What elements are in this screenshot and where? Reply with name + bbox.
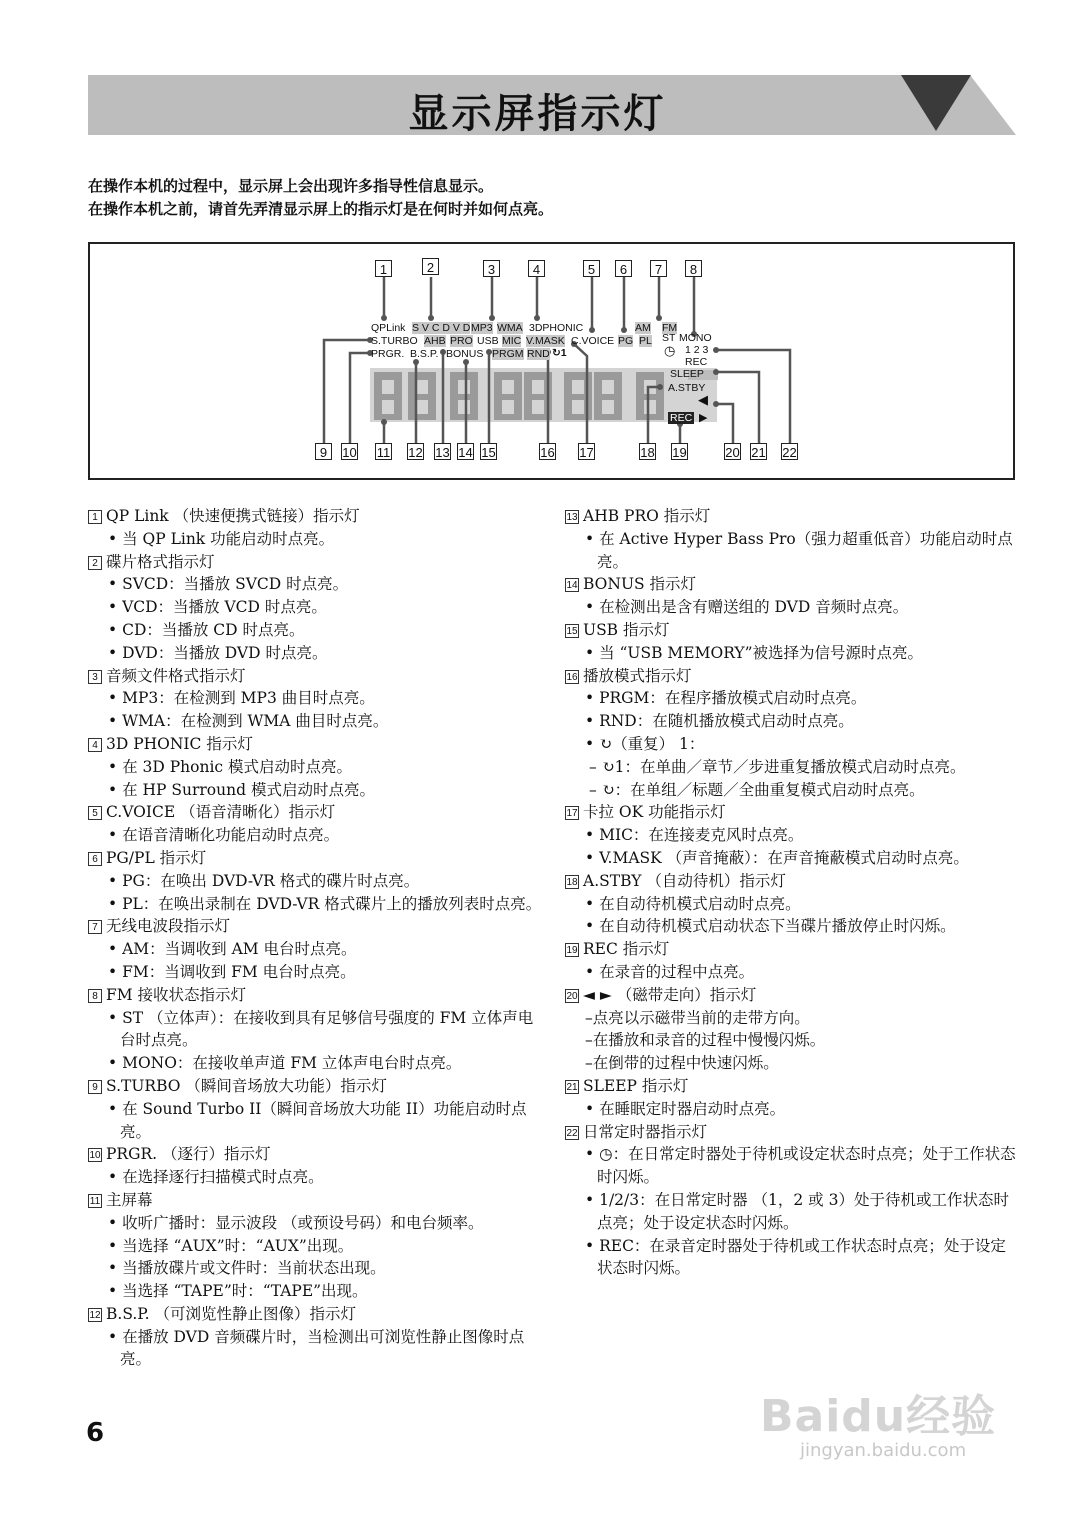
bullet-line: • 在 Sound Turbo II（瞬间音场放大功能 II）功能启动时点亮。 [88, 1098, 543, 1144]
callout-number: 10 [342, 445, 357, 460]
lcd-cvoice: C.VOICE [571, 335, 615, 347]
entry-title: BONUS 指示灯 [583, 575, 697, 594]
callout-number: 14 [458, 445, 473, 460]
indicator-entry [88, 915, 543, 983]
lcd-sleep: SLEEP [670, 368, 704, 380]
intro-line-2: 在操作本机之前，请首先弄清显示屏上的指示灯是在何时并如何点亮。 [88, 200, 554, 218]
entry-title: A.STBY （自动待机）指示灯 [583, 871, 786, 890]
display-diagram [88, 242, 1015, 480]
entry-title: PG/PL 指示灯 [106, 848, 207, 867]
lcd-rnd: RND [527, 348, 550, 360]
bullet-line: • 在 HP Surround 模式启动时点亮。 [88, 779, 543, 802]
play-icon: ▶ [699, 412, 708, 424]
bullet-line: • 1/2/3：在日常定时器 （1，2 或 3）处于待机或工作状态时点亮；处于设定状态时闪烁。 [565, 1189, 1020, 1235]
callout-number: 1 [375, 260, 392, 277]
callout-number: 5 [583, 260, 600, 277]
entry-heading [565, 1121, 1020, 1144]
indicator-entry [565, 505, 1020, 573]
entry-title: 3D PHONIC 指示灯 [106, 734, 253, 753]
entry-number: 7 [88, 920, 102, 934]
entry-heading [88, 1143, 543, 1166]
lcd-prgm: PRGM [492, 348, 524, 360]
bullet-line: • PG：在唤出 DVD-VR 格式的碟片时点亮。 [88, 870, 543, 893]
lcd-timer-numbers: 1 2 3 [685, 344, 709, 356]
bullet-line: • MIC：在连接麦克风时点亮。 [565, 824, 1020, 847]
bullet-line: • AM：当调收到 AM 电台时点亮。 [88, 938, 543, 961]
dash-line: – 点亮以示磁带当前的走带方向。 [565, 1007, 1020, 1030]
bullet-line: • REC：在录音定时器处于待机或工作状态时点亮；处于设定状态时闪烁。 [565, 1235, 1020, 1281]
entry-title: 音频文件格式指示灯 [106, 666, 246, 685]
entry-heading [88, 1075, 543, 1098]
indicator-entry [565, 665, 1020, 802]
dash-line: – ↻：在单组／标题／全曲重复模式启动时点亮。 [565, 779, 1020, 802]
callout-number: 7 [650, 260, 667, 277]
entry-heading [88, 733, 543, 756]
callout-number: 19 [672, 445, 687, 460]
indicator-entry [565, 1075, 1020, 1121]
entry-heading [88, 505, 543, 528]
bullet-line: • 在自动待机模式启动时点亮。 [565, 893, 1020, 916]
indicator-entry [565, 870, 1020, 938]
dash-line: – 在播放和录音的过程中慢慢闪烁。 [565, 1029, 1020, 1052]
lcd-prgr: PRGR. [371, 348, 405, 360]
bullet-line: • VCD：当播放 VCD 时点亮。 [88, 596, 543, 619]
indicator-entry [88, 665, 543, 733]
bullet-line: • 在 3D Phonic 模式启动时点亮。 [88, 756, 543, 779]
entry-heading [88, 665, 543, 688]
bullet-line: • ST （立体声）：在接收到具有足够信号强度的 FM 立体声电台时点亮。 [88, 1007, 543, 1053]
lcd-3dphonic: 3DPHONIC [529, 322, 584, 334]
callout-number: 20 [725, 445, 740, 460]
entry-title: 主屏幕 [106, 1190, 153, 1209]
bullet-line: • 当选择 “TAPE”时：“TAPE”出现。 [88, 1280, 543, 1303]
bullet-line: • 当 QP Link 功能启动时点亮。 [88, 528, 543, 551]
callout-number: 21 [751, 445, 766, 460]
indicator-entry [88, 801, 543, 847]
entry-number: 1 [88, 510, 102, 524]
entry-title: PRGR. （逐行）指示灯 [106, 1145, 271, 1164]
callout-number: 3 [483, 260, 500, 277]
entry-number: 6 [88, 852, 102, 866]
tape-direction-icon: ◀ [698, 392, 708, 407]
entry-number: 15 [566, 625, 578, 637]
callout-number: 12 [408, 445, 423, 460]
bullet-line: • 当选择 “AUX”时：“AUX”出现。 [88, 1235, 543, 1258]
right-column [565, 505, 1020, 1280]
indicator-entry [88, 847, 543, 915]
entry-number: 14 [566, 580, 578, 592]
indicator-entry [88, 984, 543, 1075]
entry-heading [565, 1075, 1020, 1098]
entry-heading [565, 573, 1020, 596]
indicator-entry [88, 551, 543, 665]
entry-number: 4 [88, 738, 102, 752]
callout-number: 13 [435, 445, 450, 460]
entry-number: 21 [566, 1081, 578, 1093]
entry-title: B.S.P. （可浏览性静止图像）指示灯 [106, 1304, 356, 1323]
entry-title: FM 接收状态指示灯 [106, 985, 247, 1004]
entry-title: SLEEP 指示灯 [583, 1076, 689, 1095]
bullet-line: • ◷：在日常定时器处于待机或设定状态时点亮；处于工作状态时闪烁。 [565, 1143, 1020, 1189]
lcd-pl: PL [639, 335, 652, 347]
callout-number: 15 [481, 445, 496, 460]
lcd-usb: USB [477, 335, 499, 347]
bullet-line: • PRGM：在程序播放模式启动时点亮。 [565, 687, 1020, 710]
indicator-entry [565, 573, 1020, 619]
callout-number: 17 [579, 445, 594, 460]
entry-title: ◄ ► （磁带走向）指示灯 [583, 985, 757, 1004]
lcd-sturbo: S.TURBO [371, 335, 418, 347]
bullet-line: • MONO：在接收单声道 FM 立体声电台时点亮。 [88, 1052, 543, 1075]
entry-title: C.VOICE （语音清晰化）指示灯 [106, 803, 336, 822]
page-title: 显示屏指示灯 [408, 91, 667, 137]
entry-heading [88, 915, 543, 938]
entry-heading [88, 1303, 543, 1326]
lcd-bsp: B.S.P. [410, 348, 439, 360]
callout-number: 9 [315, 443, 332, 460]
entry-number: 2 [88, 556, 102, 570]
entry-heading [88, 801, 543, 824]
bullet-line: • 当 “USB MEMORY”被选择为信号源时点亮。 [565, 642, 1020, 665]
entry-heading [565, 801, 1020, 824]
entry-title: 无线电波段指示灯 [106, 917, 231, 936]
indicator-entry [565, 1121, 1020, 1281]
callout-number: 8 [685, 260, 702, 277]
entry-number: 10 [89, 1150, 101, 1162]
entry-number: 18 [566, 876, 578, 888]
callout-number: 11 [376, 445, 391, 460]
entry-number: 22 [566, 1127, 578, 1139]
bullet-line: • 在 Active Hyper Bass Pro（强力超重低音）功能启动时点亮。 [565, 528, 1020, 574]
bullet-line: • FM：当调收到 FM 电台时点亮。 [88, 961, 543, 984]
bullet-line: • DVD：当播放 DVD 时点亮。 [88, 642, 543, 665]
bullet-line: • 在睡眠定时器启动时点亮。 [565, 1098, 1020, 1121]
lcd-rec-timer: REC [685, 356, 708, 368]
bullet-line: • RND：在随机播放模式启动时点亮。 [565, 710, 1020, 733]
bullet-line: • 收听广播时：显示波段 （或预设号码）和电台频率。 [88, 1212, 543, 1235]
bullet-line: • PL：在唤出录制在 DVD-VR 格式碟片上的播放列表时点亮。 [88, 893, 543, 916]
page-number: 6 [86, 1418, 105, 1448]
entry-title: S.TURBO （瞬间音场放大功能）指示灯 [106, 1076, 387, 1095]
lcd-wma: WMA [497, 322, 523, 334]
entry-number: 17 [566, 808, 578, 820]
bullet-line: • 在选择逐行扫描模式时点亮。 [88, 1166, 543, 1189]
indicator-entry [565, 801, 1020, 869]
entry-heading [565, 938, 1020, 961]
bullet-line: • 在自动待机模式启动状态下当碟片播放停止时闪烁。 [565, 915, 1020, 938]
entry-number: 9 [88, 1080, 102, 1094]
indicator-entry [88, 733, 543, 801]
bullet-line: • 在检测出是含有赠送组的 DVD 音频时点亮。 [565, 596, 1020, 619]
callout-number: 6 [615, 260, 632, 277]
entry-number: 8 [88, 989, 102, 1003]
bullet-line: • 在播放 DVD 音频碟片时，当检测出可浏览性静止图像时点亮。 [88, 1326, 543, 1372]
entry-number: 20 [566, 990, 578, 1002]
lcd-fm: FM [662, 322, 678, 334]
lcd-svcdvd: S V C D V D [412, 322, 471, 334]
bullet-line: • 当播放碟片或文件时：当前状态出现。 [88, 1257, 543, 1280]
entry-heading [88, 847, 543, 870]
bullet-line: • V.MASK （声音掩蔽）：在声音掩蔽模式启动时点亮。 [565, 847, 1020, 870]
entry-title: 卡拉 OK 功能指示灯 [583, 803, 726, 822]
entry-heading [88, 1189, 543, 1212]
entry-title: QP Link （快速便携式链接）指示灯 [106, 507, 360, 525]
indicator-entry [88, 1303, 543, 1371]
lcd-mono: MONO [679, 332, 712, 344]
lcd-rec: REC [670, 412, 693, 424]
lcd-ahb: AHB [424, 335, 446, 347]
entry-heading [565, 619, 1020, 642]
lcd-bonus: BONUS [446, 348, 484, 360]
bullet-line: • 在语音清晰化功能启动时点亮。 [88, 824, 543, 847]
entry-title: USB 指示灯 [583, 620, 670, 639]
entry-number: 13 [566, 512, 578, 523]
lcd-mic: MIC [502, 335, 522, 347]
entry-number: 11 [89, 1195, 101, 1207]
bullet-line: • MP3：在检测到 MP3 曲目时点亮。 [88, 687, 543, 710]
entry-number: 5 [88, 806, 102, 820]
lcd-pg: PG [618, 335, 634, 347]
entry-heading [88, 984, 543, 1007]
bullet-line: • CD：当播放 CD 时点亮。 [88, 619, 543, 642]
lcd-astby: A.STBY [668, 382, 706, 394]
entry-heading [565, 984, 1020, 1007]
indicator-entry [88, 1075, 543, 1143]
callout-number: 2 [422, 258, 439, 275]
entry-title: 播放模式指示灯 [583, 666, 692, 685]
entry-heading [565, 870, 1020, 893]
callout-number: 18 [640, 445, 655, 460]
entry-title: 日常定时器指示灯 [583, 1122, 708, 1141]
entry-number: 3 [88, 670, 102, 684]
dash-line: – 在倒带的过程中快速闪烁。 [565, 1052, 1020, 1075]
indicator-entry [88, 1189, 543, 1303]
entry-heading [565, 505, 1020, 528]
lcd-clock-icon: ◷ [664, 343, 676, 358]
bullet-line: • 在录音的过程中点亮。 [565, 961, 1020, 984]
indicator-entry [565, 984, 1020, 1075]
bullet-line: • ↻（重复） 1： [565, 733, 1020, 756]
entry-number: 12 [89, 1309, 101, 1321]
callout-number: 22 [782, 445, 797, 460]
dash-line: – ↻1：在单曲／章节／步进重复播放模式启动时点亮。 [565, 756, 1020, 779]
callout-number: 16 [540, 445, 555, 460]
indicator-entry [88, 1143, 543, 1189]
bullet-line: • WMA：在检测到 WMA 曲目时点亮。 [88, 710, 543, 733]
entry-title: 碟片格式指示灯 [106, 552, 215, 571]
lcd-repeat-icon: ↻1 [552, 347, 567, 359]
lcd-vmask: V.MASK [526, 335, 565, 347]
watermark-brand: Baidu经验 [760, 1391, 997, 1442]
indicator-entry [88, 505, 543, 551]
entry-heading [565, 665, 1020, 688]
entry-number: 19 [566, 945, 578, 957]
lcd-pro: PRO [450, 335, 473, 347]
lcd-am: AM [635, 322, 651, 334]
indicator-entry [565, 938, 1020, 984]
lcd-mp3: MP3 [471, 322, 493, 334]
lcd-qplink: QPLink [371, 322, 406, 334]
callout-number: 4 [528, 260, 545, 277]
watermark-url: jingyan.baidu.com [800, 1440, 967, 1461]
indicator-entry [565, 619, 1020, 665]
entry-title: AHB PRO 指示灯 [583, 507, 711, 525]
entry-heading [88, 551, 543, 574]
left-column [88, 505, 543, 1371]
entry-title: REC 指示灯 [583, 940, 670, 959]
entry-number: 16 [566, 671, 578, 683]
bullet-line: • SVCD：当播放 SVCD 时点亮。 [88, 573, 543, 596]
lcd-st: ST [662, 332, 676, 344]
intro-line-1: 在操作本机的过程中，显示屏上会出现许多指导性信息显示。 [88, 177, 494, 195]
